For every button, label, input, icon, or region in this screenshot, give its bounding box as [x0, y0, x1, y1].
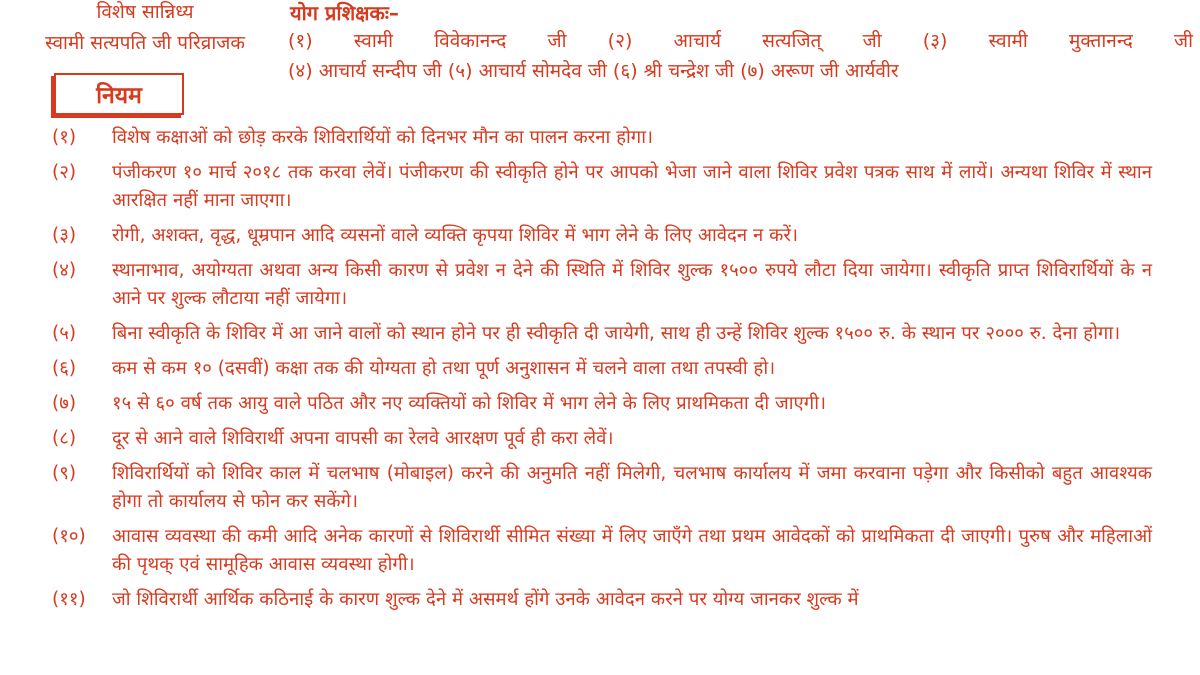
rules-heading: नियम [54, 73, 184, 115]
rules-list [0, 124, 1200, 621]
rule-item [0, 257, 1200, 313]
rule-text: शिविरार्थियों को शिविर काल में चलभाष (मोबाइल) करने की अनुमति नहीं मिलेगी, चलभाष कार्यालय में जमा करवाना पड़ेगा और किसीको बहुत आवश्यक होगा तो कार्यालय से फोन कर सकेंगे। [112, 463, 1152, 512]
rule-number: (११) [52, 589, 86, 610]
rule-item [0, 390, 1200, 418]
rule-item [0, 222, 1200, 250]
rule-item [0, 425, 1200, 453]
rule-number: (१) [52, 127, 77, 148]
rule-number: (४) [52, 260, 77, 281]
rule-text: रोगी, अशक्त, वृद्ध, धूम्रपान आदि व्यसनों वाले व्यक्ति कृपया शिविर में भाग लेने के लिए आवेदन न करें। [112, 225, 798, 246]
rule-item [0, 124, 1200, 152]
rule-number: (१०) [52, 526, 86, 547]
rule-item [0, 586, 1200, 614]
rule-item [0, 320, 1200, 348]
rule-number: (२) [52, 162, 77, 183]
rule-number: (५) [52, 323, 77, 344]
patron-block [0, 0, 290, 56]
rule-item [0, 355, 1200, 383]
rule-item [0, 523, 1200, 579]
rule-number: (८) [52, 428, 77, 449]
rule-item [0, 159, 1200, 215]
rule-text: आवास व्यवस्था की कमी आदि अनेक कारणों से शिविरार्थी सीमित संख्या में लिए जाएँगे तथा प्रथम आवेदकों को प्राथमिकता दी जाएगी। पुरुष और महिलाओं की पृथक् एवं सामूहिक आवास व्यवस्था होगी। [112, 526, 1152, 575]
rule-number: (९) [52, 463, 77, 484]
rule-text: स्थानाभाव, अयोग्यता अथवा अन्य किसी कारण से प्रवेश न देने की स्थिति में शिविर शुल्क १५०० रुपये लौटा दिया जायेगा। स्वीकृति प्राप्त शिविरार्थियों के न आने पर शुल्क लौटाया नहीं जायेगा। [112, 260, 1152, 309]
rule-item [0, 460, 1200, 516]
rule-text: १५ से ६० वर्ष तक आयु वाले पठित और नए व्यक्तियों को शिविर में भाग लेने के लिए प्राथमिकता दी जाएगी। [112, 393, 826, 414]
rule-text: पंजीकरण १० मार्च २०१८ तक करवा लेवें। पंजीकरण की स्वीकृति होने पर आपको भेजा जाने वाला शिविर प्रवेश पत्रक साथ में लायें। अन्यथा शिविर में स्थान आरक्षित नहीं माना जाएगा। [112, 162, 1152, 211]
rule-number: (७) [52, 393, 77, 414]
rule-text: दूर से आने वाले शिविरार्थी अपना वापसी का रेलवे आरक्षण पूर्व ही करा लेवें। [112, 428, 614, 449]
rule-text: जो शिविरार्थी आर्थिक कठिनाई के कारण शुल्क देने में असमर्थ होंगे उनके आवेदन करने पर योग्य जानकर शुल्क में [112, 589, 859, 610]
patron-name: स्वामी सत्यपति जी परिव्राजक [45, 32, 245, 54]
instructors-line-2: (४) आचार्य सन्दीप जी (५) आचार्य सोमदेव जी (६) श्री चन्द्रेश जी (७) अरूण जी आर्यवीर [288, 60, 899, 82]
patron-label: विशेष सान्निध्य [96, 1, 194, 23]
rule-number: (६) [52, 358, 77, 379]
instructors-label: योग प्रशिक्षकः– [290, 1, 399, 25]
rule-text: विशेष कक्षाओं को छोड़ करके शिविरार्थियों को दिनभर मौन का पालन करना होगा। [112, 127, 654, 148]
rule-text: कम से कम १० (दसवीं) कक्षा तक की योग्यता हो तथा पूर्ण अनुशासन में चलने वाला तथा तपस्वी हो। [112, 358, 776, 379]
rule-text: बिना स्वीकृति के शिविर में आ जाने वालों को स्थान होने पर ही स्वीकृति दी जायेगी, साथ ही उन्हें शिविर शुल्क १५०० रु. के स्थान पर २००० रु. देना होगा। [112, 323, 1121, 344]
instructors-block [288, 0, 1193, 86]
rule-number: (३) [52, 225, 77, 246]
instructors-line-1: (१) स्वामी विवेकानन्द जी (२) आचार्य सत्यजित् जी (३) स्वामी मुक्तानन्द जी [288, 30, 1193, 52]
